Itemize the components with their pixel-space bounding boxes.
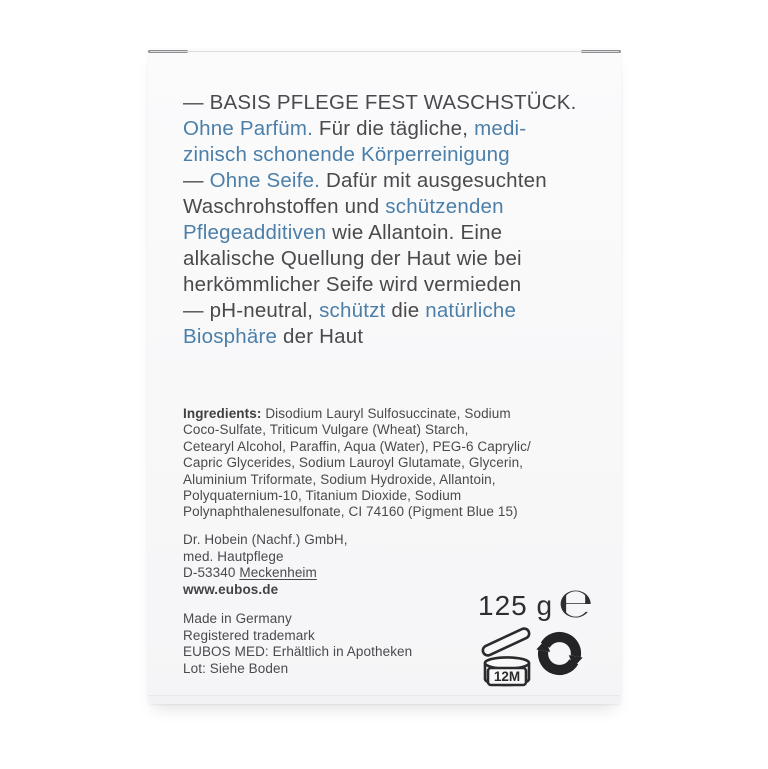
marketing-segment: die — [391, 299, 426, 322]
marketing-segment: Pflegeadditiven — [183, 221, 333, 244]
ingredients-line: Ingredients: Disodium Lauryl Sulfosuccinate, Sodium — [183, 406, 511, 421]
marketing-segment: — pH-neutral, — [183, 299, 320, 322]
marketing-line — [183, 142, 577, 168]
marketing-line — [183, 246, 577, 272]
marketing-segment: Waschrohstoffen und — [183, 195, 386, 218]
info-line: Made in Germany — [183, 611, 292, 626]
regulatory-info — [183, 611, 412, 677]
estimated-sign: ℮ — [558, 579, 594, 627]
green-dot-recycling-icon — [536, 630, 583, 677]
net-weight-value: 125 g — [478, 589, 554, 621]
marketing-segment: wie Allantoin. Eine — [332, 221, 503, 244]
ingredients-label: Ingredients: — [183, 406, 262, 421]
manufacturer-division: med. Hautpflege — [183, 548, 284, 564]
ingredients-list — [183, 406, 531, 521]
manufacturer-address — [183, 532, 348, 598]
marketing-segment: alkalische Quellung der Haut wie bei — [183, 247, 522, 270]
period-after-opening-icon — [475, 622, 539, 690]
ingredients-line: Polynaphthalenesulfonate, CI 74160 (Pigment Blue 15) — [183, 504, 518, 520]
marketing-line — [183, 272, 577, 298]
marketing-segment: herkömmlicher Seife wird vermieden — [183, 273, 522, 296]
box-lid-seam — [150, 51, 619, 52]
marketing-copy — [183, 90, 577, 350]
marketing-line — [183, 116, 577, 142]
pao-months-label: 12M — [493, 669, 521, 684]
marketing-line — [183, 168, 577, 194]
marketing-segment: der Haut — [283, 325, 364, 348]
manufacturer-city: Meckenheim — [239, 565, 317, 581]
marketing-segment: Ohne Seife. — [209, 169, 321, 192]
marketing-segment: Für die tägliche, — [313, 117, 475, 140]
marketing-line — [183, 298, 577, 324]
info-line: EUBOS MED: Erhältlich in Apotheken — [183, 644, 413, 660]
marketing-segment: Dafür mit ausgesuchten — [320, 169, 547, 192]
manufacturer-city-line: D-53340 Meckenheim — [183, 565, 317, 581]
product-box-back-panel — [148, 48, 621, 704]
marketing-segment: — BASIS PFLEGE FEST WASCHSTÜCK. — [183, 91, 577, 114]
marketing-segment: — — [183, 169, 210, 192]
manufacturer-name: Dr. Hobein (Nachf.) GmbH, — [183, 532, 348, 547]
marketing-segment: natürliche — [425, 299, 517, 322]
marketing-segment: zinisch schonende Körperreinigung — [183, 143, 510, 166]
marketing-line — [183, 324, 577, 350]
marketing-segment: schützenden — [385, 195, 504, 218]
website-text: www.eubos.de — [183, 581, 279, 597]
info-line: Lot: Siehe Boden — [183, 660, 289, 676]
ingredients-line: Cetearyl Alcohol, Paraffin, Aqua (Water), PEG-6 Caprylic/ — [183, 438, 531, 454]
marketing-line — [183, 90, 577, 116]
box-bottom-edge — [149, 695, 620, 704]
marketing-segment: schützt — [319, 299, 392, 322]
marketing-segment: Biosphäre — [183, 325, 284, 348]
ingredients-line: Aluminium Triformate, Sodium Hydroxide, Allantoin, — [183, 471, 496, 487]
ingredients-line: Polyquaternium-10, Titanium Dioxide, Sodium — [183, 488, 462, 504]
marketing-line — [183, 194, 577, 220]
info-line: Registered trademark — [183, 627, 315, 643]
ingredients-line: Capric Glycerides, Sodium Lauroyl Glutamate, Glycerin, — [183, 455, 524, 471]
marketing-segment: Ohne Parfüm. — [183, 117, 314, 140]
marketing-line — [183, 220, 577, 246]
marketing-segment: medi- — [474, 117, 527, 140]
net-weight — [478, 579, 594, 627]
ingredients-line: Coco-Sulfate, Triticum Vulgare (Wheat) Starch, — [183, 422, 469, 438]
